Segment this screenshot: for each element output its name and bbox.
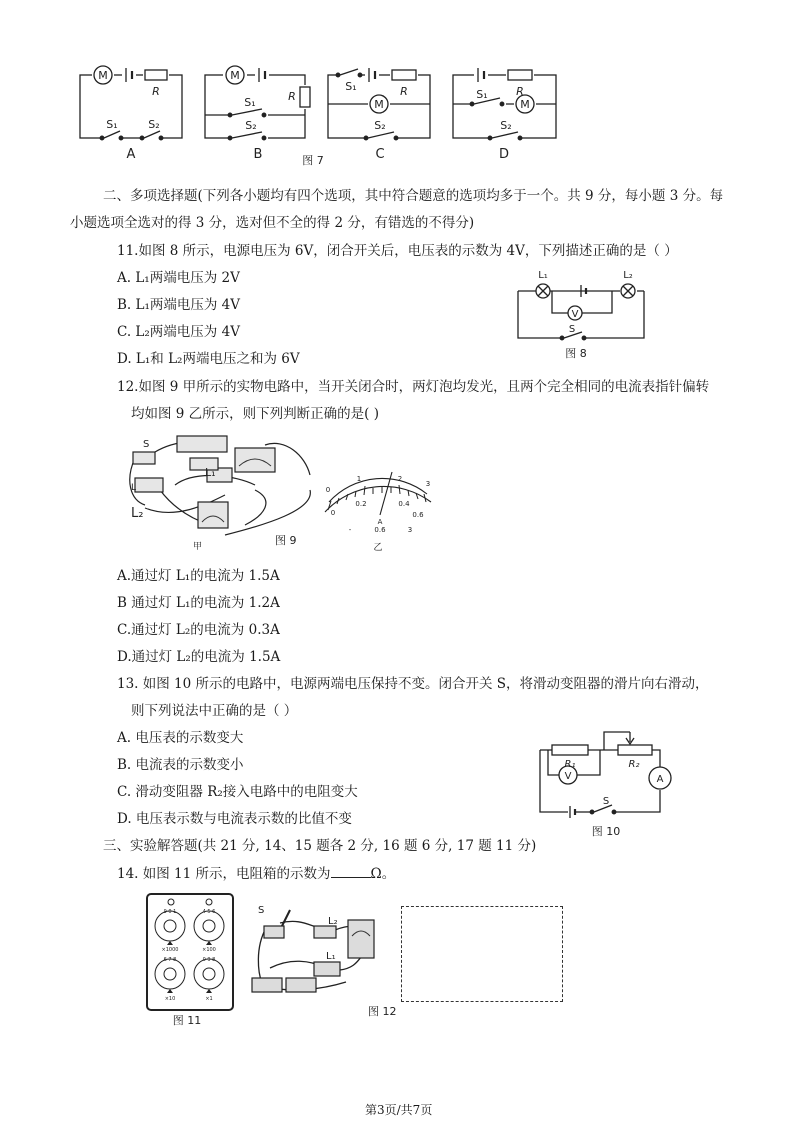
svg-text:A: A (656, 774, 664, 785)
q12-option-b: B 通过灯 L₁的电流为 1.2A (117, 595, 280, 611)
q11-stem: 11.如图 8 所示，电源电压为 6V，闭合开关后，电压表的示数为 4V，下列描述正确的是（ ） (117, 243, 678, 259)
svg-text:3: 3 (407, 526, 413, 534)
fig8-caption: 图 8 (565, 347, 587, 360)
svg-text:0 9 8: 0 9 8 (202, 957, 216, 963)
svg-text:L₂: L₂ (623, 270, 633, 281)
svg-text:9 0 1: 9 0 1 (163, 909, 177, 915)
svg-text:0.4: 0.4 (398, 500, 410, 508)
svg-text:S: S (602, 796, 610, 807)
svg-text:R₁: R₁ (564, 759, 576, 770)
svg-text:L₂: L₂ (328, 916, 338, 927)
section2-heading-line2: 小题选项全选对的得 3 分，选对但不全的得 2 分，有错选的不得分) (70, 215, 475, 231)
svg-text:M: M (374, 98, 384, 111)
svg-text:S₂: S₂ (500, 119, 512, 132)
svg-text:R: R (288, 90, 296, 103)
svg-text:L₂: L₂ (131, 506, 144, 521)
fig8-circuit (510, 265, 670, 365)
q12-option-d: D.通过灯 L₂的电流为 1.5A (117, 649, 281, 665)
svg-text:L₁: L₁ (326, 951, 336, 962)
motor-label-a: M (98, 69, 108, 82)
svg-text:S₁: S₁ (476, 88, 488, 101)
svg-text:0.6: 0.6 (412, 511, 424, 519)
q12-stem-line2: 均如图 9 乙所示，则下列判断正确的是( ) (131, 406, 379, 422)
svg-text:R: R (400, 85, 408, 98)
svg-text:0: 0 (330, 509, 336, 517)
q13-option-a: A. 电压表的示数变大 (117, 730, 244, 746)
page-number: 第3页/共7页 (365, 1103, 433, 1117)
svg-text:S: S (143, 439, 150, 450)
svg-text:×100: ×100 (202, 947, 216, 953)
fig9-sub-b: 乙 (373, 543, 383, 553)
svg-text:M: M (230, 69, 240, 82)
q13-stem-line1: 13. 如图 10 所示的电路中，电源两端电压保持不变。闭合开关 S，将滑动变阻器的滑片向右滑动， (117, 676, 709, 692)
svg-text:×10: ×10 (164, 996, 176, 1002)
fig11-resistance-box (143, 890, 243, 1030)
drawing-answer-box[interactable] (401, 906, 563, 1002)
q13-stem-line2: 则下列说法中正确的是（ ） (131, 703, 298, 719)
fig7-caption: 图 7 (302, 154, 324, 167)
q11-option-a: A. L₁两端电压为 2V (117, 270, 240, 286)
svg-text:1: 1 (356, 475, 362, 483)
q11-option-d: D. L₁和 L₂两端电压之和为 6V (117, 351, 300, 367)
svg-text:S₂: S₂ (245, 119, 257, 132)
svg-text:M: M (520, 98, 530, 111)
svg-text:A: A (377, 518, 383, 526)
svg-text:S₂: S₂ (148, 118, 160, 131)
svg-text:S: S (568, 324, 576, 335)
section2-heading-line1: 二、多项选择题(下列各小题均有四个选项，其中符合题意的选项均多于一个。共 9 分，每小题 3 分。每 (103, 188, 724, 204)
q13-option-d: D. 电压表示数与电流表示数的比值不变 (117, 811, 352, 827)
svg-text:S: S (258, 905, 265, 916)
q12-stem-line1: 12.如图 9 甲所示的实物电路中，当开关闭合时，两灯泡均发光，且两个完全相同的电流表指针偏转 (117, 379, 710, 395)
svg-text:3: 3 (425, 480, 431, 488)
svg-text:A: A (126, 147, 136, 162)
q11-option-b: B. L₁两端电压为 4V (117, 297, 241, 313)
svg-text:-: - (348, 526, 352, 534)
svg-text:R: R (152, 85, 160, 98)
q13-option-c: C. 滑动变阻器 R₂接入电路中的电阻变大 (117, 784, 358, 800)
svg-text:R₂: R₂ (628, 759, 640, 770)
svg-text:0: 0 (325, 486, 331, 494)
q13-option-b: B. 电流表的示数变小 (117, 757, 244, 773)
svg-text:C: C (375, 147, 385, 162)
q11-option-c: C. L₂两端电压为 4V (117, 324, 240, 340)
q14-stem-after: Ω。 (370, 866, 396, 882)
q12-option-c: C.通过灯 L₂的电流为 0.3A (117, 622, 280, 638)
svg-text:L₁: L₁ (538, 270, 548, 281)
svg-text:2: 2 (397, 475, 403, 483)
q14-stem (117, 863, 395, 884)
svg-text:L: L (131, 483, 137, 493)
svg-text:4 5 6: 4 5 6 (202, 909, 216, 915)
svg-text:6 7 8: 6 7 8 (163, 957, 177, 963)
svg-text:0.6: 0.6 (374, 526, 386, 534)
svg-text:×1000: ×1000 (161, 947, 179, 953)
fig10-circuit (530, 720, 710, 840)
svg-text:S₁: S₁ (106, 118, 118, 131)
svg-text:D: D (498, 147, 510, 162)
svg-text:R: R (516, 85, 524, 98)
fig7-circuits (0, 0, 794, 170)
q14-stem-before: 14. 如图 11 所示，电阻箱的示数为 (117, 866, 331, 882)
fig9-caption: 图 9 (275, 534, 297, 547)
svg-text:B: B (253, 147, 263, 162)
fig9-sub-a: 甲 (193, 542, 203, 552)
fig9-apparatus (115, 430, 435, 555)
q12-option-a: A.通过灯 L₁的电流为 1.5A (117, 568, 280, 584)
svg-text:V: V (564, 771, 572, 782)
fig11-caption: 图 11 (172, 1014, 202, 1027)
fig12-apparatus (250, 898, 400, 1023)
svg-text:S₁: S₁ (345, 80, 357, 93)
fig10-caption: 图 10 (591, 825, 621, 838)
svg-text:V: V (571, 309, 579, 320)
section3-heading: 三、实验解答题(共 21 分, 14、15 题各 2 分, 16 题 6 分, 17 题 11 分) (103, 838, 537, 854)
q14-answer-blank[interactable] (331, 863, 371, 878)
svg-text:0.2: 0.2 (355, 500, 367, 508)
svg-text:S₂: S₂ (374, 119, 386, 132)
svg-text:×1: ×1 (205, 996, 213, 1002)
svg-text:S₁: S₁ (244, 96, 256, 109)
svg-text:L₁: L₁ (205, 466, 216, 479)
fig12-caption: 图 12 (368, 1005, 397, 1018)
